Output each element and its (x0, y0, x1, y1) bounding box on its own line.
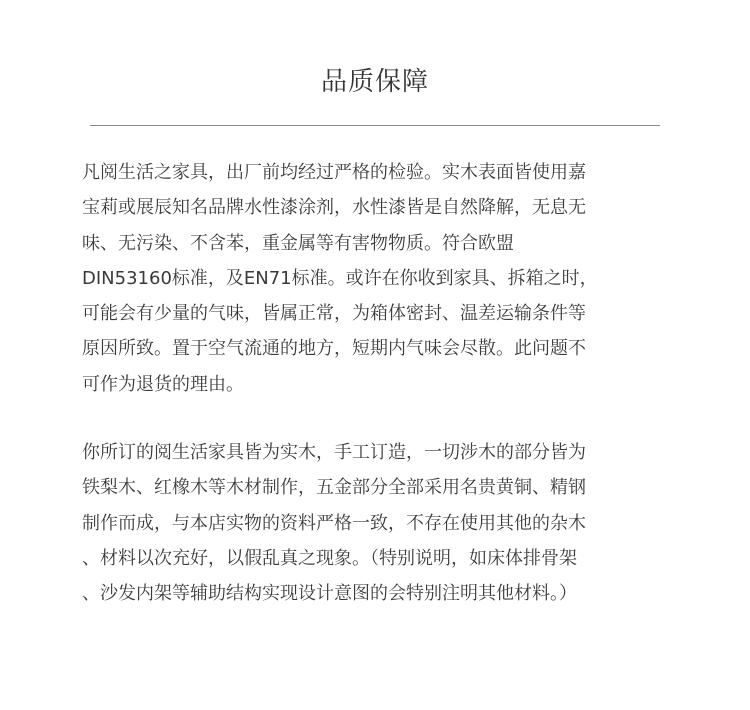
paragraph-line: 铁梨木、红橡木等木材制作，五金部分全部采用名贵黄铜、精钢 (82, 477, 586, 499)
quality-paragraph-2 (82, 435, 670, 611)
paragraph-line: 凡阅生活之家具，出厂前均经过严格的检验。实木表面皆使用嘉 (82, 162, 586, 183)
page-title: 品质保障 (320, 67, 429, 97)
paragraph-line: 、材料以次充好，以假乱真之现象。（特别说明，如床体排骨架 (82, 547, 577, 569)
paragraph-line: 制作而成，与本店实物的资料严格一致，不存在使用其他的杂木 (82, 512, 586, 534)
quality-paragraph-1 (82, 155, 670, 402)
paragraph-line: 你所订的阅生活家具皆为实木，手工订造，一切涉木的部分皆为 (82, 442, 586, 463)
paragraph-line: 宝莉或展辰知名品牌水性漆涂剂，水性漆皆是自然降解，无息无 (82, 197, 586, 219)
paragraph-line: 原因所致。置于空气流通的地方，短期内气味会尽散。此问题不 (82, 338, 586, 360)
paragraph-line: 可能会有少量的气味，皆属正常，为箱体密封、温差运输条件等 (82, 303, 586, 325)
paragraph-line: 、沙发内架等辅助结构实现设计意图的会特别注明其他材料。） (82, 583, 577, 605)
paragraph-line: 味、无污染、不含苯，重金属等有害物物质。符合欧盟 (82, 232, 514, 254)
paragraph-line: 可作为退货的理由。 (82, 373, 244, 395)
paragraph-line: DIN53160标准，及EN71标准。或许在你收到家具、拆箱之时， (82, 267, 598, 289)
title-divider (90, 125, 660, 126)
